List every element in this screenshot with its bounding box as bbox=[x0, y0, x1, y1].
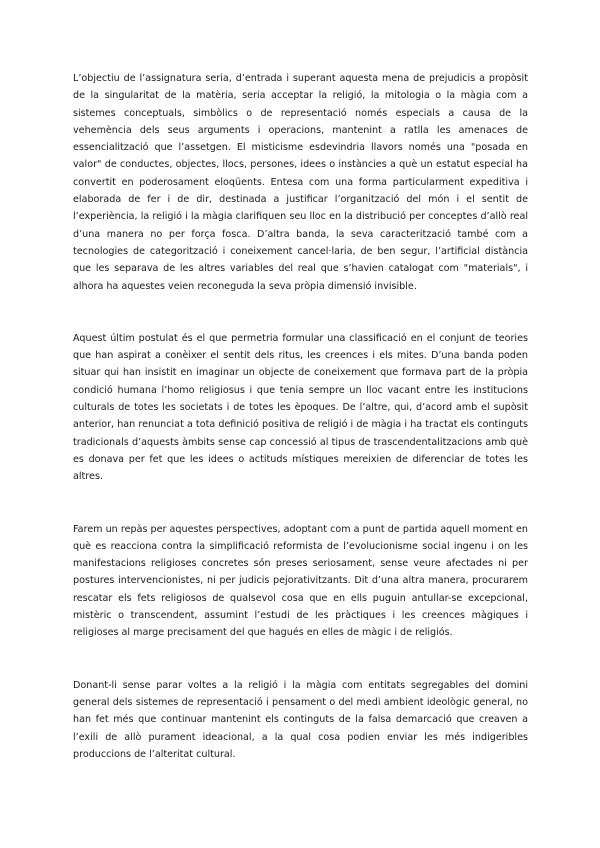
paragraph-4: Donant-li sense parar voltes a la religió i la màgia com entitats segregables del domini general dels sistemes de representació i pensament o del medi ambient ideològic general, no han fet més que continuar mantenint els continguts de la falsa demarcació que creaven a l’exili de allò purament ideacional, a la qual cosa podien enviar les més indigeribles produccions de l’alteritat cultural. bbox=[73, 679, 528, 760]
paragraph-2: Aquest últim postulat és el que permetria formular una classificació en el conjunt de teories que han aspirat a conèixer el sentit dels ritus, les creences i els mites. D’una banda poden situar qui han insistit en imaginar un objecte de coneixement que formava part de la pròpia condició humana l’homo religiosus i que tenia sempre un lloc vacant entre les institucions culturals de totes les societats i de totes les èpoques. De l’altre, qui, d’acord amb el supòsit anterior, han renunciat a tota definició positiva de religió i de màgia i ha tractat els continguts tradicionals d’aquests àmbits sense cap concessió al tipus de trascendentalitzacions amb què es donava per fet que les idees o actituds místiques mereixien de diferenciar de totes les altres. bbox=[73, 332, 528, 483]
paragraph-3: Farem un repàs per aquestes perspectives, adoptant com a punt de partida aquell moment en què es reacciona contra la simplificació reformista de l’evolucionisme social ingenu i on les manifestacions religioses concretes són preses seriosament, sense veure afectades ni per postures intervencionistes, ni per judicis pejorativitzants. Dit d’una altra manera, procurarem rescatar els fets religiosos de qualsevol cosa que en ells puguin antullar-se excepcional, mistèric o transcendent, assumint l’estudi de les pràctiques i les creences màgiques i religioses al marge precisament del que hagués en elles de màgic i de religiós. bbox=[73, 523, 528, 639]
paragraph-1: L’objectiu de l’assignatura seria, d’entrada i superant aquesta mena de prejudicis a propòsit de la singularitat de la matèria, seria acceptar la religió, la mitologia o la màgia com a sistemes conceptuals, simbòlics o de representació només especials a causa de la vehemència dels seus arguments i operacions, mantenint a ratlla les amenaces de essencialització que l’assetgen. El misticisme esdevindria llavors només una "posada en valor" de conductes, objectes, llocs, persones, idees o instàncies a què un estatut especial ha convertit en poderosament eloqüents. Entesa com una forma particularment expeditiva i elaborada de fer i de dir, destinada a justificar l’organització del món i el sentit de l’experiència, la religió i la màgia clarifiquen seu lloc en la distribució per conceptes d’allò real d’una manera no per força fosca. D’altra banda, la seva caracterització també com a tecnologies de categorització i coneixement cancel·laria, de ben segur, l’artificial distància que les separava de les altres variables del real que s’havien catalogat com "materials", i alhora ha aquestes veien reconeguda la seva pròpia dimensió invisible. bbox=[73, 73, 528, 292]
document-body bbox=[73, 70, 528, 798]
